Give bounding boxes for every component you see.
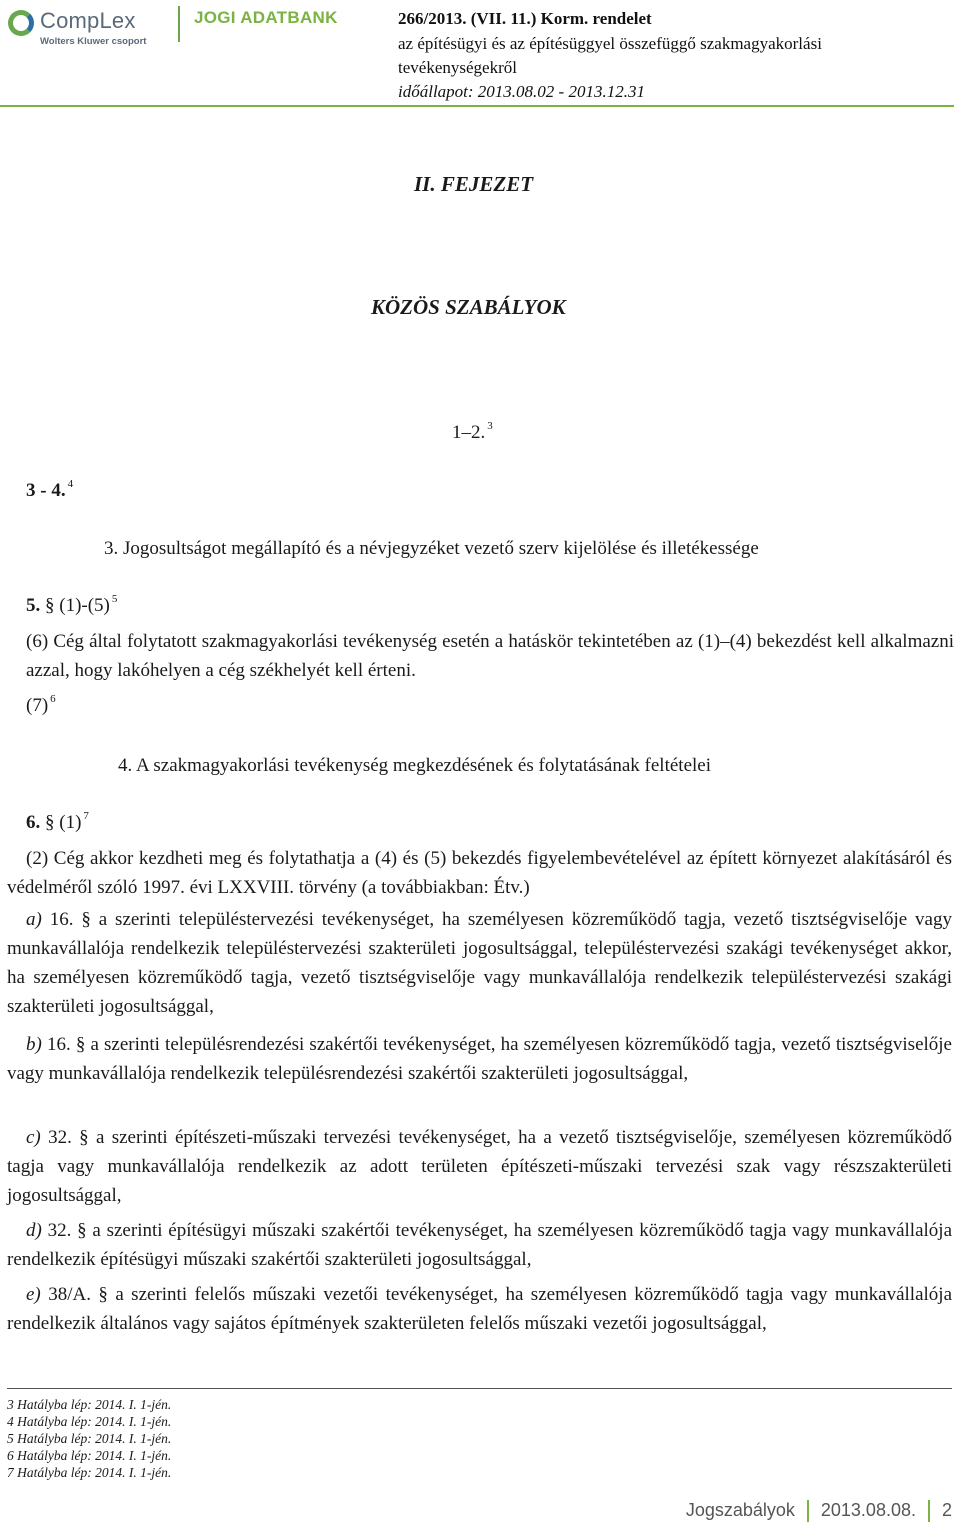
footer-label: Jogszabályok: [685, 1500, 795, 1520]
section-3-4: [26, 480, 73, 502]
page-number: 2: [941, 1500, 952, 1520]
list-item-label: e): [26, 1284, 41, 1305]
document-date-range: időállapot: 2013.08.02 - 2013.12.31: [398, 82, 645, 101]
paragraph-6: [26, 812, 89, 834]
list-item-label: c): [26, 1127, 41, 1148]
logo-divider: [178, 6, 180, 42]
complex-logo-name: CompLex: [40, 8, 136, 33]
list-item-label: b): [26, 1034, 42, 1055]
footnote-5: 5 Hatályba lép: 2014. I. 1-jén.: [7, 1431, 172, 1446]
header-rule: [0, 105, 954, 107]
list-item: [7, 1123, 952, 1210]
complex-logo: [8, 8, 178, 50]
footnote-7: 7 Hatályba lép: 2014. I. 1-jén.: [7, 1465, 172, 1480]
list-item: [7, 1030, 952, 1088]
list-item-label: d): [26, 1220, 42, 1241]
footnote-divider: [7, 1388, 952, 1389]
paragraph-6-2: (2) Cég akkor kezdheti meg és folytathatja a (4) és (5) bekezdés figyelembevételével az épített környezet alakításáról és védelméről szóló 1997. évi LXXVIII. törvény (a továbbiakban: Étv.): [7, 848, 952, 898]
complex-logo-icon: [8, 10, 34, 36]
paragraph-5-7: [26, 695, 56, 717]
footnote-ref-7[interactable]: 7: [83, 810, 89, 822]
footnote-4: 4 Hatályba lép: 2014. I. 1-jén.: [7, 1414, 172, 1429]
footnote-3: 3 Hatályba lép: 2014. I. 1-jén.: [7, 1397, 172, 1412]
document-subtitle-line1: az építésügyi és az építésüggyel összefüggő szakmagyakorlási: [398, 34, 822, 53]
footnote-6: 6 Hatályba lép: 2014. I. 1-jén.: [7, 1448, 172, 1463]
list-item-text: 32. § a szerinti építésügyi műszaki szakértői tevékenységet, ha személyesen közreműködő tagja vagy munkavállalója rendelkezik építésügyi műszaki szakértői szakterületi jogosultsággal,: [7, 1220, 953, 1270]
section-1-2: [452, 422, 493, 444]
section-1-2-label: 1–2.: [452, 422, 486, 443]
list-item-text: 16. § a szerinti településtervezési tevékenységet, ha személyesen közreműködő tagja, vezető tisztségviselője vagy munkavállalója rendelkezik településtervezési szakterületi jogosultsággal, településtervezési szakági tevékenységet akkor, ha személyesen közreműködő tagja, vezető tisztségviselője vagy munkavállalója rendelkezik településtervezési szakági szakterületi jogosultsággal,: [7, 909, 952, 1017]
chapter-title: KÖZÖS SZABÁLYOK: [371, 295, 566, 319]
list-item-text: 38/A. § a szerinti felelős műszaki vezetői tevékenységet, ha személyesen közreműködő tagja vagy munkavállalója rendelkezik általános vagy sajátos építmények szakterületen felelős műszaki vezetői jogosultsággal,: [7, 1284, 952, 1334]
complex-logo-subtitle: Wolters Kluwer csoport: [40, 36, 147, 47]
list-item-text: 32. § a szerinti építészeti-műszaki tervezési tevékenységet, ha a vezető tisztségviselője, személyesen közreműködő tagja vagy munkavállalója rendelkezik az adott területen építészeti-műszaki tervezési szak vagy részszakterületi jogosultsággal,: [7, 1127, 953, 1206]
paragraph-5-7-label: (7): [26, 695, 49, 716]
footer-separator: [807, 1500, 809, 1522]
footnote-ref-3[interactable]: 3: [487, 420, 493, 432]
list-item-text: 16. § a szerinti településrendezési szakértői tevékenységet, ha személyesen közreműködő tagja, vezető tisztségviselője vagy munkavállalója rendelkezik településrendezési szakértői szakterületi jogosultsággal,: [7, 1034, 952, 1084]
paragraph-5-text: § (1)-(5): [45, 595, 110, 616]
subheading-4: 4. A szakmagyakorlási tevékenység megkezdésének és folytatásának feltételei: [118, 755, 711, 776]
list-item: [7, 1280, 952, 1338]
footnote-ref-6[interactable]: 6: [50, 693, 56, 705]
list-item-label: a): [26, 909, 42, 930]
chapter-heading: II. FEJEZET: [414, 172, 534, 196]
subheading-3: 3. Jogosultságot megállapító és a névjegyzéket vezető szerv kijelölése és illetékessége: [104, 538, 759, 559]
footnote-ref-5[interactable]: 5: [111, 593, 118, 605]
paragraph-5-number: 5.: [26, 595, 41, 616]
footer-separator: [928, 1500, 930, 1522]
list-item: [7, 905, 952, 1021]
section-3-4-label: 3 - 4.: [26, 480, 66, 501]
paragraph-6-text: § (1): [45, 812, 82, 833]
footnotes: [7, 1396, 171, 1481]
paragraph-5: [26, 595, 117, 617]
page-footer: [686, 1500, 952, 1522]
footer-date: 2013.08.08.: [820, 1500, 916, 1520]
paragraph-5-6: (6) Cég által folytatott szakmagyakorlási tevékenység esetén a hatáskör tekintetében az (1)–(4) bekezdést kell alkalmazni azzal, hogy lakóhelyen a cég székhelyét kell érteni.: [26, 631, 954, 681]
document-title: 266/2013. (VII. 11.) Korm. rendelet: [398, 9, 652, 28]
list-item: [7, 1216, 952, 1274]
paragraph-6-number: 6.: [26, 812, 41, 833]
document-subtitle-line2: tevékenységekről: [398, 58, 517, 77]
jogi-adatbank-logo: JOGI ADATBANK: [194, 8, 338, 27]
footnote-ref-4[interactable]: 4: [67, 478, 74, 490]
